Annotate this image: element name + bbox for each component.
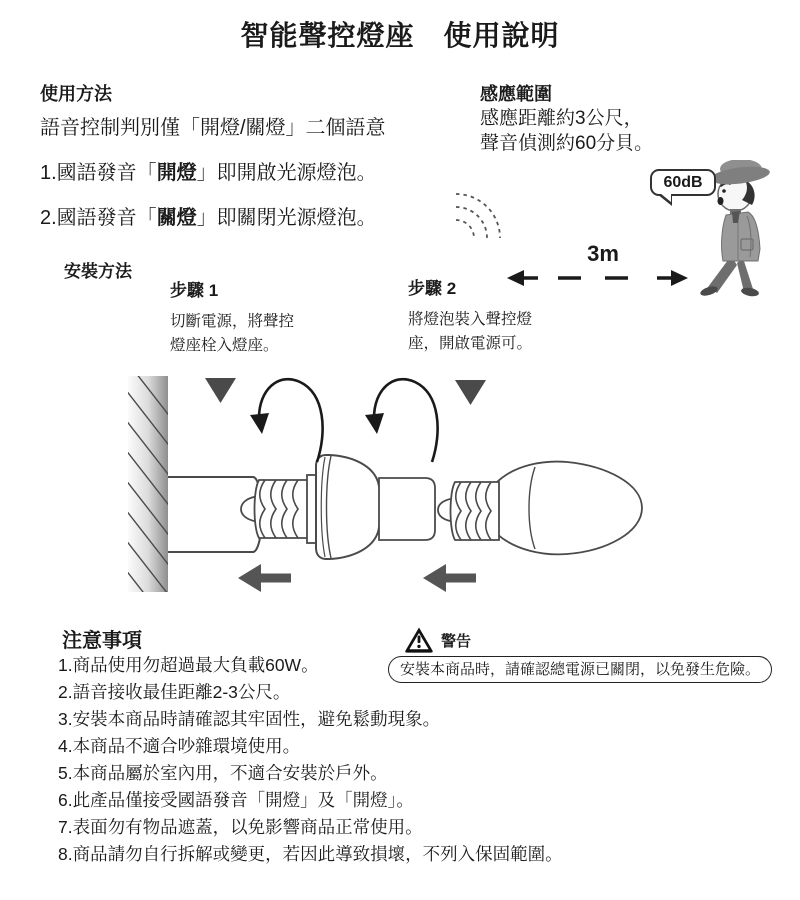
speech-bubble-text: 60dB — [663, 174, 703, 191]
page-title: 智能聲控燈座 使用說明 — [240, 20, 560, 51]
left-arrow-icon — [423, 564, 476, 592]
install-step-2: 步驟 2 將燈泡裝入聲控燈 座，開啟電源可。 — [408, 274, 598, 356]
note-item: 1.商品使用勿超過最大負載60W。 — [58, 655, 319, 675]
note-item: 7.表面勿有物品遮蓋，以免影響商品正常使用。 — [58, 817, 423, 837]
light-bulb — [438, 462, 642, 555]
sensing-line-1: 感應距離約3公尺， — [480, 108, 643, 129]
note-item: 3.安裝本商品時請確認其牢固性，避免鬆動現象。 — [58, 709, 441, 729]
usage-section — [40, 80, 470, 230]
usage-heading: 使用方法 — [40, 84, 112, 104]
sound-waves-icon — [448, 178, 512, 242]
left-arrow-icon — [238, 564, 291, 592]
installation-illustration — [95, 370, 655, 605]
note-item: 4.本商品不適合吵雜環境使用。 — [58, 736, 301, 756]
install-step-1: 步驟 1 切斷電源，將聲控 燈座栓入燈座。 — [170, 276, 360, 358]
distance-label: 3m — [587, 241, 619, 266]
note-item: 6.此產品僅接受國語發音「開燈」及「開燈」。 — [58, 790, 414, 810]
warning-label: 警告 — [441, 632, 472, 650]
usage-intro: 語音控制判別僅「開燈/關燈」二個語意 — [40, 117, 386, 139]
step-1-title: 步驟 1 — [170, 281, 219, 300]
triangle-marker-icon — [455, 380, 486, 405]
usage-item-1: 1.國語發音「開燈」即開啟光源燈泡。 — [40, 162, 377, 184]
usage-item-2: 2.國語發音「關燈」即關閉光源燈泡。 — [40, 207, 377, 229]
rotate-arrow-icon — [250, 379, 323, 462]
voice-control-holder — [241, 455, 435, 559]
sensing-heading: 感應範圍 — [480, 84, 552, 104]
notes-heading: 注意事項 — [62, 630, 142, 652]
sensing-line-2: 聲音偵測約60分貝。 — [480, 133, 654, 154]
note-item: 8.商品請勿自行拆解或變更，若因此導致損壞，不列入保固範圍。 — [58, 844, 563, 864]
notes-list — [58, 652, 678, 868]
speech-bubble — [650, 169, 716, 196]
note-item: 5.本商品屬於室內用，不適合安裝於戶外。 — [58, 763, 388, 783]
install-heading: 安裝方法 — [64, 262, 132, 281]
sensing-section — [480, 80, 780, 156]
warning-message: 安裝本商品時，請確認總電源已關閉，以免發生危險。 — [388, 656, 772, 683]
note-item: 2.語音接收最佳距離2-3公尺。 — [58, 682, 291, 702]
triangle-marker-icon — [205, 378, 236, 403]
warning-icon — [404, 626, 434, 654]
step-2-title: 步驟 2 — [408, 279, 457, 298]
warning-header — [404, 626, 471, 654]
rotate-arrow-icon — [365, 379, 438, 462]
